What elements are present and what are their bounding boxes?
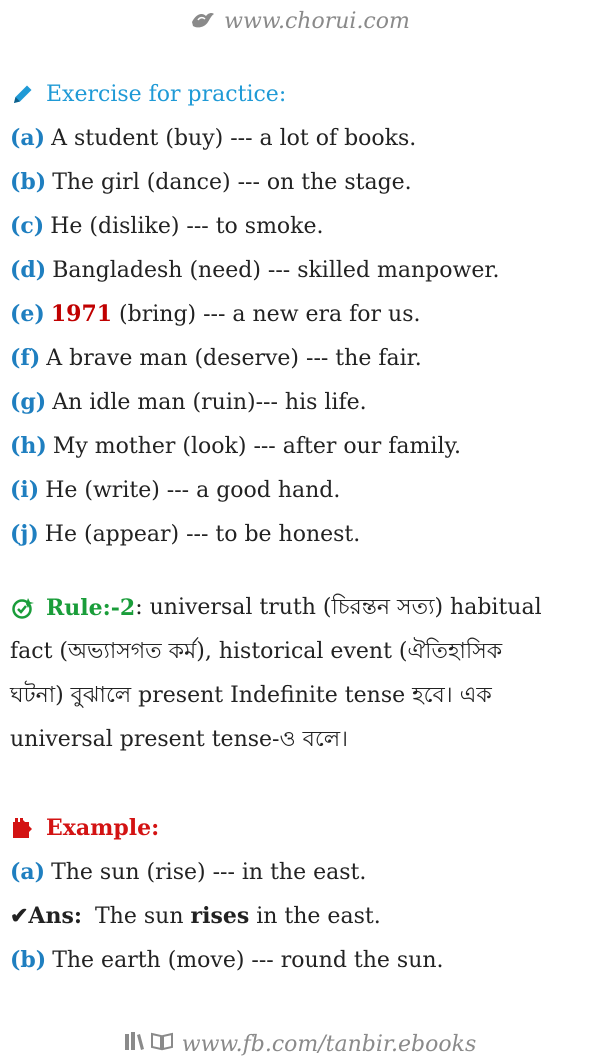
example-heading-text: Example: bbox=[46, 815, 160, 841]
rule-section bbox=[10, 586, 592, 762]
exercise-item-e: (e) 1971 (bring) --- a new era for us. bbox=[10, 301, 421, 327]
rule-heading: Rule:-2 bbox=[46, 595, 136, 621]
note-pad-icon bbox=[10, 815, 36, 841]
exercise-section bbox=[10, 72, 592, 556]
example-heading bbox=[10, 806, 592, 850]
exercise-item-g: (g) An idle man (ruin)--- his life. bbox=[10, 389, 367, 415]
bird-logo-icon bbox=[190, 10, 216, 32]
exercise-heading bbox=[10, 72, 592, 116]
exercise-item-j: (j) He (appear) --- to be honest. bbox=[10, 521, 361, 547]
exercise-heading-text: Exercise for practice: bbox=[46, 81, 287, 107]
check-badge-icon bbox=[10, 595, 36, 621]
example-section bbox=[10, 806, 592, 982]
exercise-item-b: (b) The girl (dance) --- on the stage. bbox=[10, 169, 412, 195]
pencil-icon bbox=[10, 81, 36, 107]
exercise-item-h: (h) My mother (look) --- after our family. bbox=[10, 433, 461, 459]
rule-line-3: ঘটনা) বুঝালে present Indefinite tense হবে। এক bbox=[10, 683, 492, 708]
library-icon bbox=[124, 1031, 146, 1057]
rule-line-4: universal present tense-ও বলে। bbox=[10, 727, 349, 752]
page-header bbox=[0, 4, 600, 38]
page-footer bbox=[0, 1028, 600, 1060]
exercise-item-c: (c) He (dislike) --- to smoke. bbox=[10, 213, 324, 239]
example-answer: ✔Ans: The sun rises in the east. bbox=[10, 903, 381, 929]
site-url[interactable]: www.chorui.com bbox=[224, 8, 410, 34]
rule-line-2: fact (অভ্যাসগত কর্ম), historical event (ঐতিহাসিক bbox=[10, 639, 503, 664]
example-item-a: (a) The sun (rise) --- in the east. bbox=[10, 859, 367, 885]
exercise-item-i: (i) He (write) --- a good hand. bbox=[10, 477, 341, 503]
rule-line-1: Rule:-2 : universal truth (চিরন্তন সত্য) habitual bbox=[10, 586, 592, 630]
exercise-item-d: (d) Bangladesh (need) --- skilled manpower. bbox=[10, 257, 500, 283]
answer-verb: rises bbox=[190, 903, 250, 929]
exercise-item-f: (f) A brave man (deserve) --- the fair. bbox=[10, 345, 422, 371]
year-highlight: 1971 bbox=[50, 301, 113, 327]
example-item-b: (b) The earth (move) --- round the sun. bbox=[10, 947, 444, 973]
book-icon bbox=[150, 1031, 174, 1057]
facebook-link[interactable]: www.fb.com/tanbir.ebooks bbox=[181, 1031, 477, 1057]
exercise-item-a: (a) A student (buy) --- a lot of books. bbox=[10, 125, 417, 151]
answer-label: ✔Ans: bbox=[10, 903, 83, 929]
